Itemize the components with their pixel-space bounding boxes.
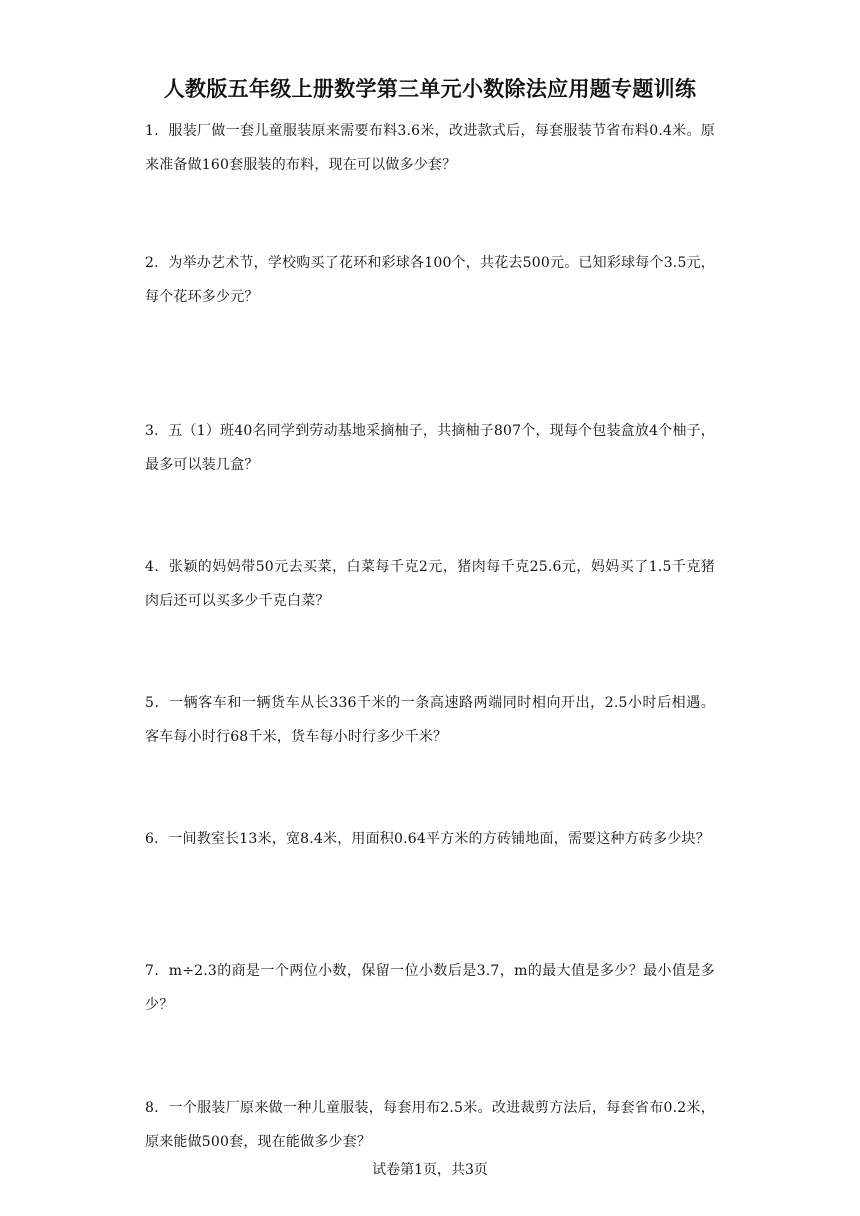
question-number: 8． xyxy=(145,1100,169,1116)
question-text: 张颖的妈妈带50元去买菜，白菜每千克2元，猪肉每千克25.6元，妈妈买了1.5千克猪肉后还可以买多少千克白菜？ xyxy=(145,559,715,609)
question-number: 4． xyxy=(145,559,169,575)
question-2 xyxy=(145,246,715,314)
question-number: 3． xyxy=(145,423,169,439)
question-text: 一辆客车和一辆货车从长336千米的一条高速路两端同时相向开出，2.5小时后相遇。客车每小时行68千米，货车每小时行多少千米？ xyxy=(145,695,716,745)
question-text: 一个服装厂原来做一种儿童服装，每套用布2.5米。改进裁剪方法后，每套省布0.2米，原来能做500套，现在能做多少套？ xyxy=(145,1100,715,1150)
question-text: 五（1）班40名同学到劳动基地采摘柚子，共摘柚子807个，现每个包装盒放4个柚子，最多可以装几盒？ xyxy=(145,423,715,473)
question-8 xyxy=(145,1091,715,1159)
question-number: 5． xyxy=(145,695,170,711)
question-text: m÷2.3的商是一个两位小数，保留一位小数后是3.7，m的最大值是多少？最小值是多少？ xyxy=(145,963,715,1013)
question-number: 2． xyxy=(145,255,169,271)
question-5 xyxy=(145,686,715,754)
question-number: 7． xyxy=(145,963,169,979)
question-text: 为举办艺术节，学校购买了花环和彩球各100个，共花去500元。已知彩球每个3.5元，每个花环多少元？ xyxy=(145,255,715,305)
question-number: 1． xyxy=(145,123,169,139)
question-number: 6． xyxy=(145,831,169,847)
question-7 xyxy=(145,954,715,1022)
question-6 xyxy=(145,822,715,856)
question-3 xyxy=(145,414,715,482)
page-title: 人教版五年级上册数学第三单元小数除法应用题专题训练 xyxy=(163,77,697,101)
page-footer: 试卷第1页，共3页 xyxy=(372,1162,488,1178)
question-text: 服装厂做一套儿童服装原来需要布料3.6米，改进款式后，每套服装节省布料0.4米。原来准备做160套服装的布料，现在可以做多少套？ xyxy=(145,123,715,173)
question-4 xyxy=(145,550,715,618)
question-1 xyxy=(145,114,715,182)
question-text: 一间教室长13米，宽8.4米，用面积0.64平方米的方砖铺地面，需要这种方砖多少块？ xyxy=(168,831,710,847)
